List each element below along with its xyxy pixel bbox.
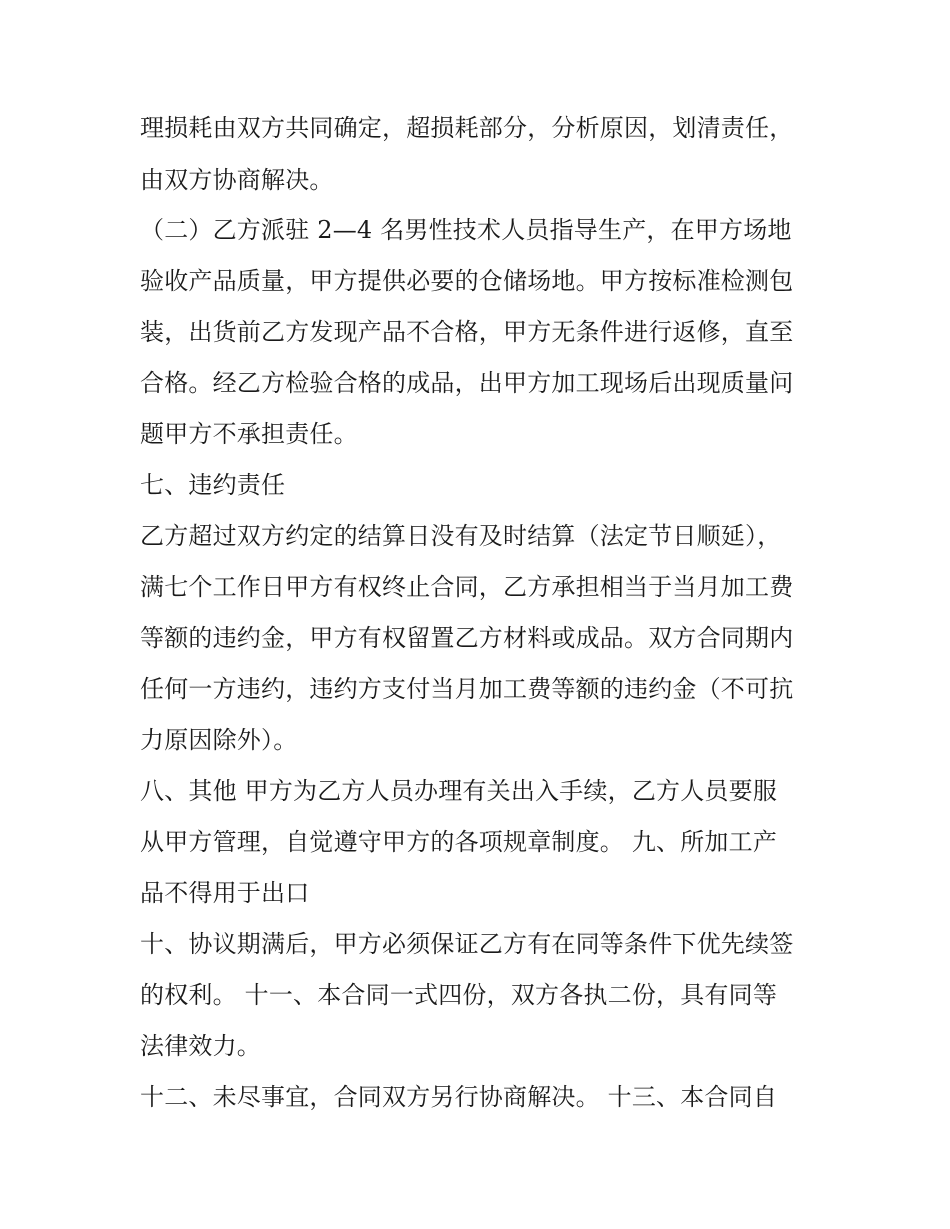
text-line: 等额的违约金，甲方有权留置乙方材料或成品。双方合同期内 <box>140 624 794 652</box>
text-line: 装，出货前乙方发现产品不合格，甲方无条件进行返修，直至 <box>140 318 794 346</box>
text-line: 由双方协商解决。 <box>140 166 334 194</box>
section-heading: 七、违约责任 <box>140 471 286 499</box>
text-line: 的权利。 十一、本合同一式四份，双方各执二份，具有同等 <box>140 981 778 1009</box>
text-line: 任何一方违约，违约方支付当月加工费等额的违约金（不可抗 <box>140 675 794 703</box>
text-line: 十二、未尽事宜，合同双方另行协商解决。 十三、本合同自 <box>140 1083 778 1111</box>
text-line: 合格。经乙方检验合格的成品，出甲方加工现场后出现质量问 <box>140 369 794 397</box>
text-line: 乙方超过双方约定的结算日没有及时结算（法定节日顺延）， <box>140 522 782 550</box>
text-line: 十、协议期满后，甲方必须保证乙方有在同等条件下优先续签 <box>140 930 794 958</box>
text-line: 法律效力。 <box>140 1032 261 1060</box>
text-line: 从甲方管理，自觉遵守甲方的各项规章制度。 九、所加工产 <box>140 828 778 856</box>
text-line: 题甲方不承担责任。 <box>140 420 358 448</box>
text-line: 力原因除外）。 <box>140 726 298 754</box>
text-line: 验收产品质量，甲方提供必要的仓储场地。甲方按标准检测包 <box>140 267 794 295</box>
text-line: 理损耗由双方共同确定，超损耗部分，分析原因，划清责任， <box>140 114 794 142</box>
text-line: 八、其他 甲方为乙方人员办理有关出入手续，乙方人员要服 <box>140 777 778 805</box>
text-line: （二）乙方派驻 2—4 名男性技术人员指导生产，在甲方场地 <box>140 216 792 244</box>
text-line: 满七个工作日甲方有权终止合同，乙方承担相当于当月加工费 <box>140 573 794 601</box>
text-line: 品不得用于出口 <box>140 879 310 907</box>
